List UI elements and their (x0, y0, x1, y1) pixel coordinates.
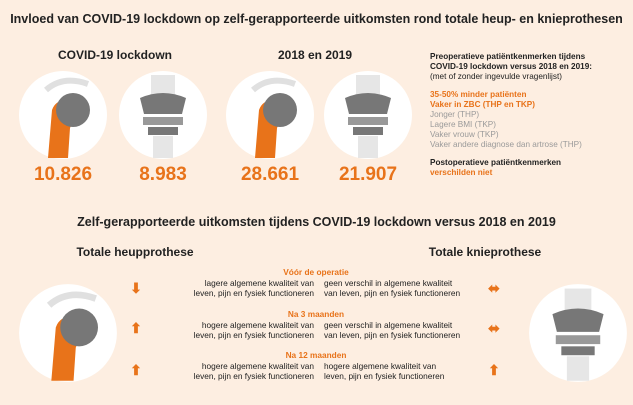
knee-outcome-line: hogere algemene kwaliteit van (324, 361, 437, 371)
hip-prosthesis-icon (18, 283, 118, 383)
knee-outcome-line: geen verschil in algemene kwaliteit (324, 320, 453, 330)
prior-knee-count: 21.907 (338, 164, 398, 185)
double-arrow-icon: ⬌ (488, 320, 500, 336)
down-arrow-icon: ⬇ (130, 280, 142, 296)
hip-outcome-line: leven, pijn en fysiek functioneren (193, 288, 314, 298)
side-gray-item: Vaker andere diagnose dan artrose (THP) (430, 140, 582, 149)
knee-outcome (324, 278, 474, 298)
side-gray-item: Jonger (THP) (430, 110, 480, 119)
covid-heading: COVID-19 lockdown (57, 48, 173, 62)
knee-prosthesis-icon (323, 70, 413, 160)
knee-outcome-line: van leven, pijn en fysiek functioneren (324, 330, 461, 340)
side-heading-3: (met of zonder ingevulde vragenlijst) (430, 72, 562, 81)
side-heading-1: Preoperatieve patiëntkenmerken tijdens (430, 52, 586, 61)
hip-outcome-line: hogere algemene kwaliteit van (201, 361, 314, 371)
period-label: Na 3 maanden (287, 309, 345, 319)
covid-hip-count: 10.826 (33, 164, 93, 185)
side-orange-1: 35-50% minder patiënten (430, 90, 527, 99)
knee-heading: Totale knieprothese (428, 245, 542, 259)
covid-knee-count: 8.983 (139, 164, 187, 185)
patient-characteristics (430, 52, 630, 178)
side-post-orange: verschilden niet (430, 168, 493, 177)
bottom-title: Zelf-gerapporteerde uitkomsten tijdens COVID-19 lockdown versus 2018 en 2019 (77, 215, 556, 229)
hip-outcome-line: lagere algemene kwaliteit van (204, 278, 314, 288)
period-label: Na 12 maanden (285, 350, 347, 360)
hip-outcome (164, 278, 314, 298)
side-gray-item: Vaker vrouw (TKP) (430, 130, 499, 139)
knee-prosthesis-icon (528, 283, 628, 383)
hip-prosthesis-icon (225, 70, 315, 160)
knee-outcome-line: geen verschil in algemene kwaliteit (324, 278, 453, 288)
hip-prosthesis-icon (18, 70, 108, 160)
up-arrow-icon: ⬆ (488, 362, 500, 378)
knee-outcome (324, 361, 474, 381)
hip-outcome (164, 361, 314, 381)
hip-outcome-line: leven, pijn en fysiek functioneren (193, 330, 314, 340)
knee-outcome-line: leven, pijn en fysiek functioneren (324, 371, 445, 381)
prior-hip-count: 28.661 (240, 164, 300, 185)
up-arrow-icon: ⬆ (130, 320, 142, 336)
side-orange-2: Vaker in ZBC (THP en TKP) (430, 100, 535, 109)
side-gray-item: Lagere BMI (TKP) (430, 120, 496, 129)
period-label: Vóór de operatie (283, 267, 349, 277)
side-heading-2: COVID-19 lockdown versus 2018 en 2019: (430, 62, 593, 71)
knee-outcome (324, 320, 474, 340)
hip-outcome-line: hogere algemene kwaliteit van (201, 320, 314, 330)
knee-prosthesis-icon (118, 70, 208, 160)
double-arrow-icon: ⬌ (488, 280, 500, 296)
hip-outcome-line: leven, pijn en fysiek functioneren (193, 371, 314, 381)
side-post-heading: Postoperatieve patiëntkenmerken (430, 158, 562, 167)
up-arrow-icon: ⬆ (130, 362, 142, 378)
hip-outcome (164, 320, 314, 340)
prior-heading: 2018 en 2019 (277, 48, 353, 62)
hip-heading: Totale heupprothese (76, 245, 194, 259)
knee-outcome-line: van leven, pijn en fysiek functioneren (324, 288, 461, 298)
main-title: Invloed van COVID-19 lockdown op zelf-gerapporteerde uitkomsten rond totale heup- en knieprothesen (10, 12, 623, 26)
